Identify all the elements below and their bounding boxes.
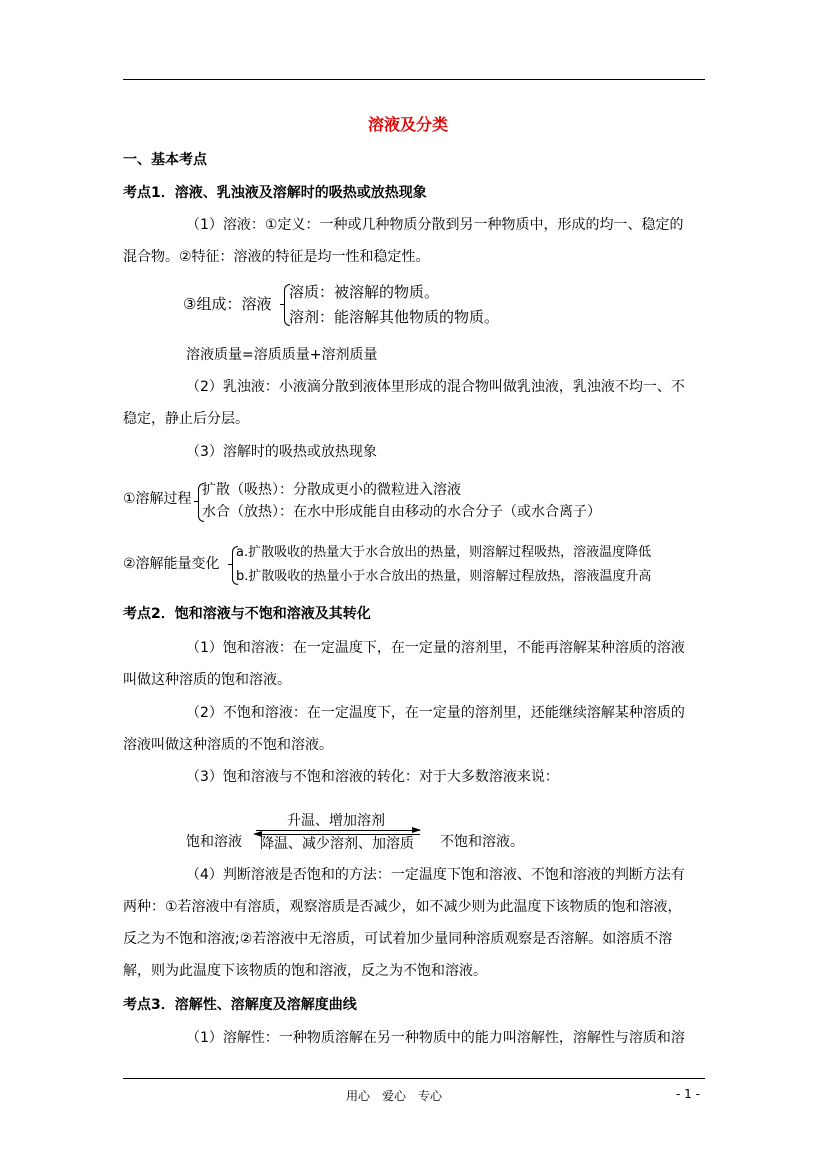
kp2-para4-line1: （4）判断溶液是否饱和的方法：一定温度下饱和溶液、不饱和溶液的判断方法有 xyxy=(186,867,685,883)
energy-case-a: a.扩散吸收的热量大于水合放出的热量，则溶解过程吸热，溶液温度降低 xyxy=(236,545,652,560)
conversion-saturated: 饱和溶液 xyxy=(186,834,242,850)
kp1-para3: （3）溶解时的吸热或放热现象 xyxy=(186,444,377,460)
conversion-bottom-condition: 降温、减少溶剂、加溶质 xyxy=(260,836,414,852)
section-heading: 一、基本考点 xyxy=(123,152,207,168)
conversion-forward-arrow xyxy=(256,830,420,831)
kp2-para3: （3）饱和溶液与不饱和溶液的转化：对于大多数溶液来说： xyxy=(186,769,559,785)
page-number: - 1 - xyxy=(676,1087,700,1101)
kp1-para1-line2: 混合物。②特征：溶液的特征是均一性和稳定性。 xyxy=(123,249,430,265)
kp2-para2-line2: 溶液叫做这种溶质的不饱和溶液。 xyxy=(123,737,333,753)
composition-solute: 溶质：被溶解的物质。 xyxy=(289,283,440,301)
footer-motto: 用心 爱心 专心 xyxy=(346,1089,443,1103)
energy-change-label: ②溶解能量变化 xyxy=(123,556,220,572)
kp2-para1-line2: 叫做这种溶质的饱和溶液。 xyxy=(123,672,291,688)
energy-case-b: b.扩散吸收的热量小于水合放出的热量，则溶解过程放热，溶液温度升高 xyxy=(236,569,652,584)
composition-brace-tip xyxy=(280,304,284,305)
conversion-unsaturated: 不饱和溶液。 xyxy=(440,834,524,850)
kp1-para2-line2: 稳定，静止后分层。 xyxy=(123,411,249,427)
kp2-para2-line1: （2）不饱和溶液：在一定温度下，在一定量的溶剂里，还能继续溶解某种溶质的 xyxy=(186,705,685,721)
header-rule xyxy=(123,79,705,80)
dissolution-process-label: ①溶解过程 xyxy=(123,491,192,507)
process-hydration: 水合（放热）：在水中形成能自由移动的水合分子（或水合离子） xyxy=(202,504,601,520)
mass-equation: 溶液质量=溶质质量+溶剂质量 xyxy=(186,347,378,363)
composition-label: ③组成：溶液 xyxy=(183,295,272,313)
kp3-para1-line1: （1）溶解性：一种物质溶解在另一种物质中的能力叫溶解性，溶解性与溶质和溶 xyxy=(186,1030,685,1046)
document-title: 溶液及分类 xyxy=(368,115,449,134)
composition-solvent: 溶剂：能溶解其他物质的物质。 xyxy=(289,308,500,326)
kp2-para4-line2: 两种：①若溶液中有溶质，观察溶质是否减少，如不减少则为此温度下该物质的饱和溶液， xyxy=(123,899,682,915)
kp2-para1-line1: （1）饱和溶液：在一定温度下，在一定量的溶剂里，不能再溶解某种溶质的溶液 xyxy=(186,640,685,656)
kp1-para2-line1: （2）乳浊液：小液滴分散到液体里形成的混合物叫做乳浊液，乳浊液不均一、不 xyxy=(186,379,685,395)
kp2-para4-line4: 解，则为此温度下该物质的饱和溶液，反之为不饱和溶液。 xyxy=(123,963,487,979)
kp1-heading: 考点1．溶液、乳浊液及溶解时的吸热或放热现象 xyxy=(123,185,427,201)
conversion-top-condition: 升温、增加溶剂 xyxy=(287,813,385,829)
process-brace-tip xyxy=(194,501,198,502)
kp2-heading: 考点2．饱和溶液与不饱和溶液及其转化 xyxy=(123,606,371,622)
kp1-para1-line1: （1）溶液：①定义：一种或几种物质分散到另一种物质中，形成的均一、稳定的 xyxy=(186,217,684,233)
kp3-heading: 考点3．溶解性、溶解度及溶解度曲线 xyxy=(123,997,357,1013)
process-diffusion: 扩散（吸热）：分散成更小的微粒进入溶液 xyxy=(202,482,461,498)
footer-rule xyxy=(123,1078,705,1079)
conversion-forward-arrowhead xyxy=(412,827,421,833)
kp2-para4-line3: 反之为不饱和溶液;②若溶液中无溶质，可试着加少量同种溶质观察是否溶解。如溶质不溶 xyxy=(123,931,673,947)
energy-brace-tip xyxy=(228,564,232,565)
